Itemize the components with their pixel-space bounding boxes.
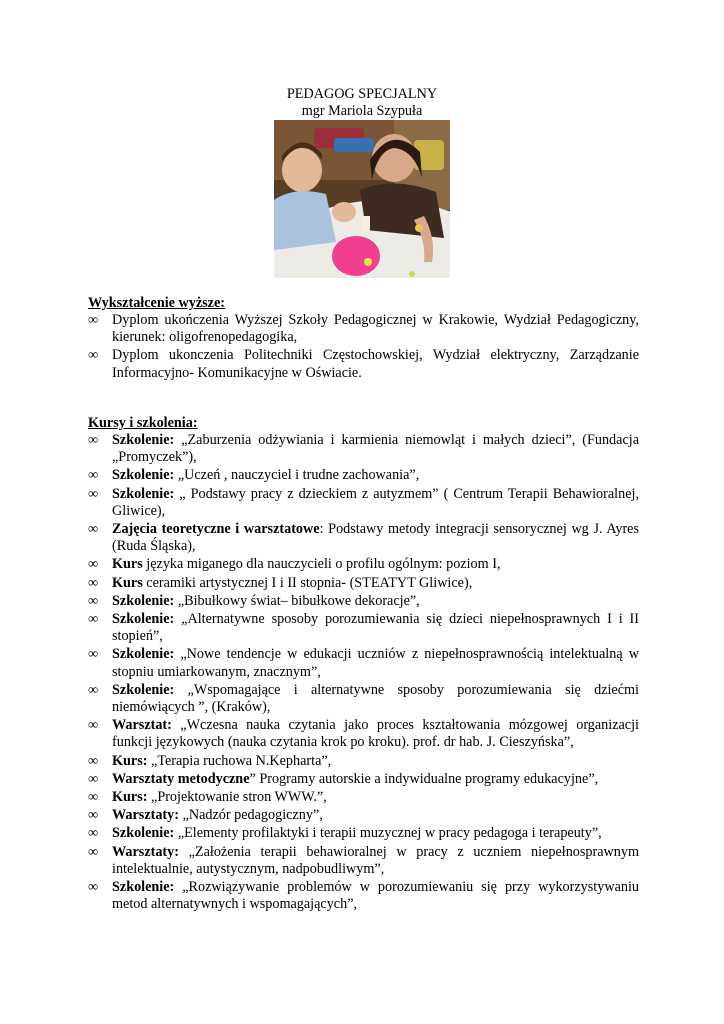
infinity-bullet-icon: ∞ xyxy=(88,347,99,364)
page-title: PEDAGOG SPECJALNY xyxy=(286,86,438,102)
list-item: ∞ Kurs ceramiki artystycznej I i II stopnia- (STEATYT Gliwice), xyxy=(88,574,473,591)
infinity-bullet-icon: ∞ xyxy=(88,467,99,484)
infinity-bullet-icon: ∞ xyxy=(88,717,99,734)
infinity-bullet-icon: ∞ xyxy=(88,592,99,609)
list-item: ∞ Warsztaty: „Założenia terapii behawioralnej w pracy z uczniem niepełnosprawnym intelektualnie, autystycznym, nadpobudliwym”, xyxy=(88,843,639,877)
list-item: ∞ Dyplom ukonczenia Politechniki Częstochowskiej, Wydział elektryczny, Zarządzanie Informacyjno- Komunikacyjne w Oświacie. xyxy=(88,347,639,381)
list-item: ∞ Warsztaty metodyczne” Programy autorskie a indywidualne programy edukacyjne”, xyxy=(88,770,599,787)
infinity-bullet-icon: ∞ xyxy=(88,521,99,538)
list-item: ∞ Zajęcia teoretyczne i warsztatowe: Podstawy metody integracji sensorycznej wg J. Ayres (Ruda Śląska), xyxy=(88,521,639,555)
list-item: ∞ Szkolenie: „Wspomagające i alternatywne sposoby porozumiewania się dziećmi niemówiących ”, (Kraków), xyxy=(88,681,639,716)
list-item: ∞ Szkolenie: „Alternatywne sposoby porozumiewania się dzieci niepełnosprawnych I i II stopień”, xyxy=(88,611,639,645)
infinity-bullet-icon: ∞ xyxy=(88,611,99,628)
infinity-bullet-icon: ∞ xyxy=(88,432,99,448)
infinity-bullet-icon: ∞ xyxy=(88,879,99,896)
list-item: ∞ Szkolenie: „Zaburzenia odżywiania i karmienia niemowląt i małych dzieci”, (Fundacja „Promyczek”), xyxy=(88,432,639,466)
infinity-bullet-icon: ∞ xyxy=(88,574,99,591)
infinity-bullet-icon: ∞ xyxy=(88,843,99,860)
header xyxy=(0,86,724,120)
list-item: ∞ Szkolenie: „Nowe tendencje w edukacji uczniów z niepełnosprawnością intelektualną w stopniu umiarkowanym, znacznym”, xyxy=(88,646,639,680)
photo-teacher-with-child xyxy=(274,120,450,278)
list-item: ∞ Szkolenie: „Bibułkowy świat– bibułkowe dekoracje”, xyxy=(88,592,420,609)
education-title: Wykształcenie wyższe: xyxy=(88,295,225,311)
list-item: ∞ Kurs: „Terapia ruchowa N.Kepharta”, xyxy=(88,752,332,769)
education-list xyxy=(88,312,639,383)
list-item: ∞ Dyplom ukończenia Wyższej Szkoły Pedagogicznej w Krakowie, Wydział Pedagogiczny, kierunek: oligofrenopedagogika, xyxy=(88,312,639,346)
list-item: ∞ Kurs: „Projektowanie stron WWW.”, xyxy=(88,789,327,806)
list-item: ∞ Warsztaty: „Nadzór pedagogiczny”, xyxy=(88,807,323,824)
infinity-bullet-icon: ∞ xyxy=(88,646,99,663)
infinity-bullet-icon: ∞ xyxy=(88,789,99,806)
list-item: ∞ Szkolenie: „Elementy profilaktyki i terapii muzycznej w pracy pedagoga i terapeuty”, xyxy=(88,825,602,842)
infinity-bullet-icon: ∞ xyxy=(88,312,99,328)
infinity-bullet-icon: ∞ xyxy=(88,681,99,698)
list-item: ∞ Szkolenie: „ Podstawy pracy z dzieckiem z autyzmem” ( Centrum Terapii Behawioralnej, Gliwice), xyxy=(88,485,639,519)
infinity-bullet-icon: ∞ xyxy=(88,770,99,787)
infinity-bullet-icon: ∞ xyxy=(88,825,99,842)
list-item: ∞ Szkolenie: „Rozwiązywanie problemów w porozumiewaniu się przy wykorzystywaniu metod alternatywnych i wspomagających”, xyxy=(88,879,639,913)
infinity-bullet-icon: ∞ xyxy=(88,807,99,824)
courses-list xyxy=(88,432,639,914)
infinity-bullet-icon: ∞ xyxy=(88,556,99,573)
infinity-bullet-icon: ∞ xyxy=(88,752,99,769)
infinity-bullet-icon: ∞ xyxy=(88,485,99,502)
list-item: ∞ Kurs języka miganego dla nauczycieli o profilu ogólnym: poziom I, xyxy=(88,556,501,573)
list-item: ∞ Szkolenie: „Uczeń , nauczyciel i trudne zachowania”, xyxy=(88,467,420,484)
list-item: ∞ Warsztat: „Wczesna nauka czytania jako proces kształtowania mózgowej organizacji funkcji językowych (nauka czytania krok po kroku). prof. dr hab. J. Cieszyńska”, xyxy=(88,717,639,751)
teacher-name: mgr Mariola Szypuła xyxy=(301,103,423,119)
courses-title: Kursy i szkolenia: xyxy=(88,415,198,431)
